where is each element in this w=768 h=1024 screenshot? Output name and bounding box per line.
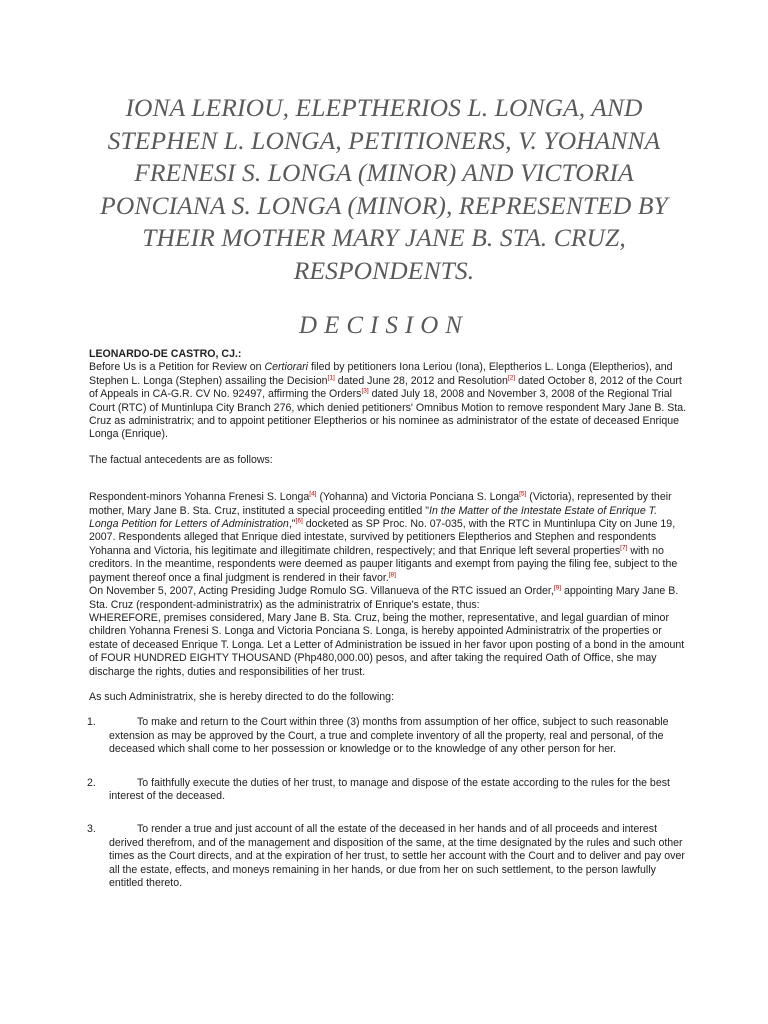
text-run: appointing Mary Jane B. Sta. Cruz (respondent-administratrix) as the administratrix of Enrique's estate, thus: <box>89 585 679 611</box>
text-run: Before Us is a Petition for Review on <box>89 361 265 374</box>
text-run: (Victoria), represented by their mother, Mary Jane B. Sta. Cruz, instituted a special proceeding entitled " <box>89 491 672 517</box>
list-number: 3. <box>87 823 96 836</box>
spacer <box>89 757 689 777</box>
footnote-link-5[interactable]: [5] <box>519 490 527 498</box>
list-number: 1. <box>87 716 96 729</box>
list-text: To make and return to the Court within three (3) months from assumption of her office, subject to such reasonable extension as may be approved by the Court, a true and complete inventory of all the property, real and personal, of the deceased which shall come to her possession or knowledge or to the knowledge of any other person for her. <box>109 716 669 756</box>
list-item <box>89 716 689 756</box>
list-text: To faithfully execute the duties of her trust, to manage and dispose of the estate according to the rules for the best interest of the deceased. <box>109 776 670 802</box>
text-run: On November 5, 2007, Acting Presiding Judge Romulo SG. Villanueva of the RTC issued an Order, <box>89 585 554 598</box>
text-run: docketed as SP Proc. No. 07-035, with the RTC in Muntinlupa City on June 19, 2007. Respondents alleged that Enrique died intestate, survived by petitioners Eleptherios and Stephen and respondents Yohanna and Victoria, his legitimate and illegitimate children, respectively; and that Enrique left several properties <box>89 518 676 557</box>
facts-paragraph <box>89 491 689 585</box>
directive-text: As such Administratrix, she is hereby directed to do the following: <box>89 690 395 703</box>
footnote-link-6[interactable]: [6] <box>295 517 303 525</box>
antecedents-intro: The factual antecedents are as follows: <box>89 453 273 466</box>
decision-heading: DECISION <box>299 312 469 339</box>
list-number: 2. <box>87 776 96 789</box>
footnote-link-1[interactable]: [1] <box>327 374 335 382</box>
quoted-order: WHEREFORE, premises considered, Mary Jane B. Sta. Cruz, being the mother, representative, and legal guardian of minor children Yohanna Frenesi S. Longa and Victoria Ponciana S. Longa, is hereby appointed Administratrix of the properties or estate of deceased Enrique T. Longa. Let a Letter of Administration be issued in her favor upon posting of a bond in the amount of FOUR HUNDRED EIGHTY THOUSAND (Php480,000.00) pesos, and after taking the required Oath of Office, she may discharge the rights, duties and responsibilities of her trust. <box>89 611 685 678</box>
italic-term: Certiorari <box>264 361 309 374</box>
text-run: filed by petitioners Iona Leriou (Iona), Eleptherios L. Longa (Eleptherios), and Stephen L. Longa (Stephen) assailing the Decision <box>89 361 673 387</box>
spacer <box>89 679 689 691</box>
intro-paragraph <box>89 361 689 441</box>
text-run: ," <box>288 518 296 531</box>
order-paragraph <box>89 585 689 612</box>
text-run: with no creditors. In the meantime, respondents were deemed as pauper litigants and exempt from paying the filing fee, subject to the payment thereof once a final judgment is rendered in their favor. <box>89 544 678 584</box>
duties-list <box>89 716 689 890</box>
italic-case-title: In the Matter of the Intestate Estate of Enrique T. Longa Petition for Letters of Administration <box>89 504 658 531</box>
text-run: dated October 8, 2012 of the Court of Appeals in CA-G.R. CV No. 92497, affirming the Orders <box>89 374 682 401</box>
text-run: Respondent-minors Yohanna Frenesi S. Longa <box>89 491 310 504</box>
list-item <box>89 823 689 890</box>
list-item <box>89 777 689 804</box>
spacer <box>89 467 689 491</box>
footnote-link-2[interactable]: [2] <box>507 374 516 382</box>
footnote-link-4[interactable]: [4] <box>309 490 317 498</box>
ponente: LEONARDO-DE CASTRO, CJ.: <box>89 348 242 360</box>
text-run: (Yohanna) and Victoria Ponciana S. Longa <box>316 491 520 504</box>
text-run: dated July 18, 2008 and November 3, 2008 of the Regional Trial Court (RTC) of Muntinlupa City Branch 276, which denied petitioners' Omnibus Motion to remove respondent Mary Jane B. Sta. Cruz as administratrix; and to appoint petitioner Eleptherios or his nominee as administrator of the estate of deceased Enrique Longa (Enrique). <box>89 388 687 441</box>
footnote-link-3[interactable]: [3] <box>361 387 369 395</box>
text-run: dated June 28, 2012 and Resolution <box>334 374 508 387</box>
case-title: IONA LERIOU, ELEPTHERIOS L. LONGA, AND STEPHEN L. LONGA, PETITIONERS, V. YOHANNA FRENESI S. LONGA (MINOR) AND VICTORIA PONCIANA S. LONGA (MINOR), REPRESENTED BY THEIR MOTHER MARY JANE B. STA. CRUZ, RESPONDENTS. <box>100 93 668 285</box>
footnote-link-9[interactable]: [9] <box>553 584 562 592</box>
list-text: To render a true and just account of all the estate of the deceased in her hands and of all proceeds and interest derived therefrom, and of the management and disposition of the same, at the time designated by the rules and such other times as the Court directs, and at the expiration of her trust, to settle her account with the Court and to deliver and pay over all the estate, effects, and moneys remaining in her hands, or due from her on such settlement, to the person lawfully entitled thereto. <box>109 823 685 889</box>
decision-body <box>89 348 689 890</box>
spacer <box>89 442 689 454</box>
spacer <box>89 704 689 716</box>
spacer <box>89 803 689 823</box>
footnote-link-7[interactable]: [7] <box>620 544 628 552</box>
footnote-link-8[interactable]: [8] <box>388 571 396 579</box>
